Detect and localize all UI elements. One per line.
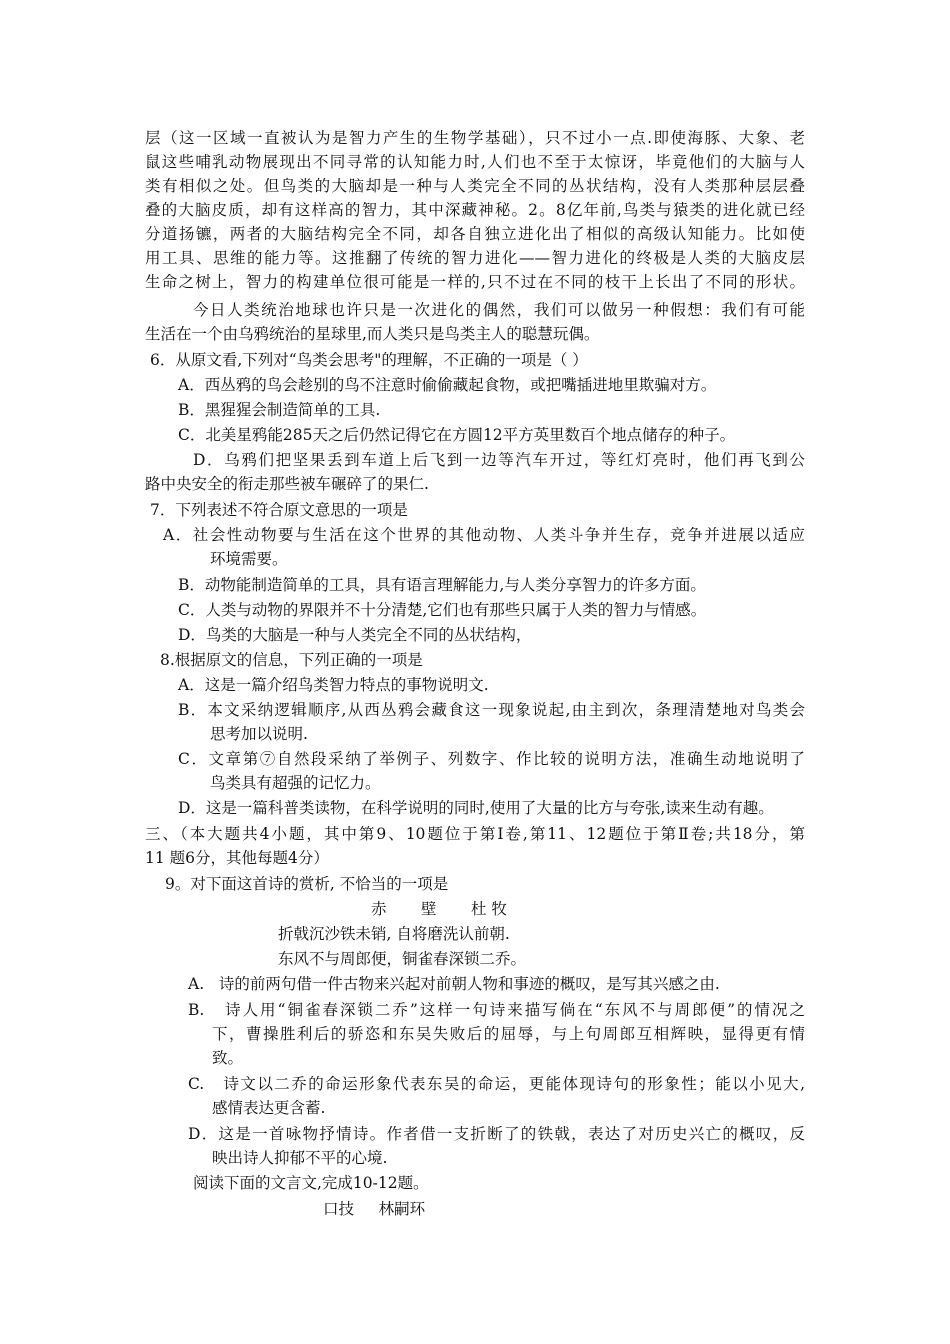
passage-line: 今日人类统治地球也许只是一次进化的偶然，我们可以做另一种假想：我们有可能 bbox=[193, 301, 805, 319]
q7-stem: 7．下列表述不符合原文意思的一项是 bbox=[150, 501, 408, 519]
passage-line: 类有相似之处。但鸟类的大脑却是一种与人类完全不同的丛状结构，没有人类那种层层叠 bbox=[145, 177, 805, 195]
poem-title: 赤 壁 杜 牧 bbox=[371, 900, 507, 918]
q9-option-a: A. 诗的前两句借一件古物来兴起对前朝人物和事迹的概叹，是写其兴感之由. bbox=[188, 975, 720, 993]
passage-line: 用工具、思维的能力等。这推翻了传统的智力进化——智力进化的终极是人类的大脑皮层 bbox=[145, 249, 805, 267]
q7-option-a-cont: 环境需要。 bbox=[210, 550, 288, 568]
q6-option-d: D．乌鸦们把坚果丢到车道上后飞到一边等汽车开过，等红灯亮时，他们再飞到公 bbox=[193, 451, 805, 469]
q9-option-b: B. 诗人用“铜雀春深锁二乔”这样一句诗来描写倘在“东风不与周郎便”的情况之 bbox=[188, 1001, 805, 1019]
passage-line: 叠的大脑皮质，却有这样高的智力，其中深藏神秘。2。8亿年前,鸟类与猿类的进化就已经 bbox=[145, 201, 805, 219]
reading-intro: 阅读下面的文言文,完成10-12题。 bbox=[193, 1174, 429, 1192]
q7-option-d: D．鸟类的大脑是一种与人类完全不同的丛状结构， bbox=[178, 626, 532, 644]
passage-line: 生活在一个由乌鸦统治的星球里,而人类只是鸟类主人的聪慧玩偶。 bbox=[145, 325, 600, 343]
reading-title: 口技 林嗣环 bbox=[323, 1200, 426, 1218]
q6-option-c: C．北美星鸦能285天之后仍然记得它在方圆12平方英里数百个地点储存的种子。 bbox=[178, 426, 736, 444]
q8-option-c: C．文章第⑦自然段采纳了举例子、列数字、作比较的说明方法，准确生动地说明了 bbox=[178, 750, 805, 768]
q9-stem: 9。对下面这首诗的赏析, 不恰当的一项是 bbox=[165, 875, 449, 893]
q7-option-a: A．社会性动物要与生活在这个世界的其他动物、人类斗争并生存，竞争并进展以适应 bbox=[163, 526, 805, 544]
q9-option-b-cont: 下，曹操胜利后的骄恣和东吴失败后的屈辱，与上句周郎互相辉映，显得更有情 bbox=[212, 1025, 805, 1043]
q8-option-b: B．本文采纳逻辑顺序,从西丛鸦会藏食这一现象说起,由主到次，条理清楚地对鸟类会 bbox=[178, 701, 805, 719]
q8-option-b-cont: 思考加以说明. bbox=[210, 725, 308, 743]
q8-option-c-cont: 鸟类具有超强的记忆力。 bbox=[210, 774, 381, 792]
section-heading-cont: 11 题6分，其他每题4分） bbox=[145, 849, 329, 867]
q8-stem: 8.根据原文的信息，下列正确的一项是 bbox=[160, 651, 423, 669]
passage-line: 分道扬镳，两者的大脑结构完全不同，却各自独立进化出了相似的高级认知能力。比如使 bbox=[145, 225, 805, 243]
q7-option-b: B．动物能制造简单的工具，具有语言理解能力,与人类分享智力的许多方面。 bbox=[178, 576, 706, 594]
passage-line: 生命之树上，智力的构建单位很可能是一样的,只不过在不同的枝干上长出了不同的形状。 bbox=[145, 273, 805, 291]
q6-stem: 6．从原文看,下列对“鸟类会思考"的理解，不正确的一项是（ ） bbox=[150, 351, 588, 369]
q8-option-d: D．这是一篇科普类读物，在科学说明的同时,使用了大量的比方与夸张,读来生动有趣。 bbox=[178, 799, 774, 817]
q9-option-b-cont: 致。 bbox=[212, 1049, 244, 1067]
q9-option-d-cont: 映出诗人抑郁不平的心境. bbox=[212, 1149, 388, 1167]
passage-line: 层（这一区域一直被认为是智力产生的生物学基础），只不过小一点.即使海豚、大象、老 bbox=[145, 129, 805, 147]
passage-line: 鼠这些哺乳动物展现出不同寻常的认知能力时,人们也不至于太惊讶，毕竟他们的大脑与人 bbox=[145, 153, 805, 171]
poem-line: 折戟沉沙铁未销, 自将磨洗认前朝. bbox=[278, 925, 510, 943]
q9-option-c: C. 诗文以二乔的命运形象代表东吴的命运，更能体现诗句的形象性；能以小见大, bbox=[188, 1075, 805, 1093]
q6-option-d-cont: 路中央安全的衔走那些被车碾碎了的果仁. bbox=[145, 475, 429, 493]
q9-option-c-cont: 感情表达更含蓄. bbox=[212, 1099, 326, 1117]
q8-option-a: A．这是一篇介绍鸟类智力特点的事物说明文. bbox=[178, 676, 489, 694]
q7-option-c: C．人类与动物的界限并不十分清楚,它们也有那些只属于人类的智力与情感。 bbox=[178, 601, 707, 619]
q6-option-a: A．西丛鸦的鸟会趁别的鸟不注意时偷偷藏起食物，或把嘴插进地里欺骗对方。 bbox=[178, 376, 717, 394]
q6-option-b: B．黑猩猩会制造简单的工具. bbox=[178, 401, 381, 419]
section-heading: 三、（本大题共4小题，其中第9、10题位于第Ⅰ卷,第11、12题位于第Ⅱ卷;共18分，第 bbox=[145, 825, 805, 843]
q9-option-d: D．这是一首咏物抒情诗。作者借一支折断了的铁戟，表达了对历史兴亡的概叹，反 bbox=[188, 1125, 805, 1143]
poem-line: 东风不与周郎便，铜雀春深锁二乔。 bbox=[278, 950, 527, 968]
